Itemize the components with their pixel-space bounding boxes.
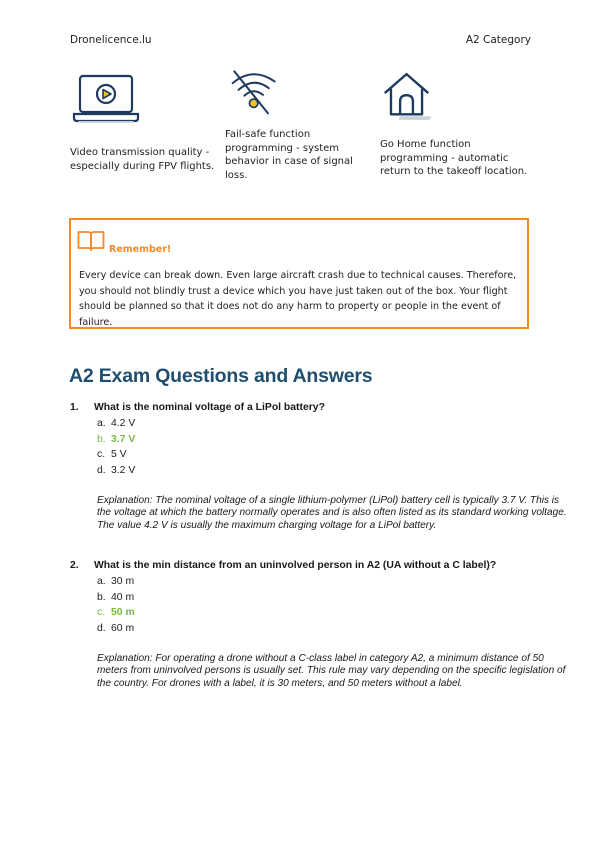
question-text: What is the nominal voltage of a LiPol battery? <box>94 402 325 413</box>
wifi-off-icon <box>227 68 287 120</box>
option-letter: b. <box>97 591 106 603</box>
option-letter: b. <box>97 433 106 445</box>
remember-callout <box>69 218 529 329</box>
option-text: 40 m <box>111 591 135 603</box>
answer-option-correct <box>97 432 540 448</box>
option-text: 4.2 V <box>111 418 136 429</box>
option-text: 3.7 V <box>111 433 136 445</box>
feature-text: Go Home function programming - automatic return to the takeoff location. <box>380 139 528 177</box>
laptop-play-icon <box>72 68 142 130</box>
option-text: 5 V <box>111 449 127 461</box>
answer-options <box>97 416 540 479</box>
answer-option <box>97 574 540 590</box>
open-book-icon <box>77 230 105 252</box>
answer-option-correct <box>97 605 540 621</box>
question-text: What is the min distance from an uninvolved person in A2 (UA without a C label)? <box>94 560 497 571</box>
question-1 <box>70 402 567 533</box>
answer-option <box>97 463 540 479</box>
feature-video-transmission <box>70 68 220 172</box>
explanation: Explanation: For operating a drone without a C-class label in category A2, a minimum distance of 50 meters from uninvolved persons is usually set. This rule may vary depending on the specific legislation of the country. For drones with a label, it is 30 meters, and 50 meters without a label. <box>97 652 566 689</box>
answer-option <box>97 447 540 463</box>
remember-body: Every device can break down. Even large aircraft crash due to technical causes. Therefore, you should not blindly trust a device which you have just taken out of the box. Your flight should be planned so that it does not do any harm to property or people in the event of failure. <box>79 270 517 328</box>
question-2 <box>70 560 566 691</box>
category-label: A2 Category <box>465 34 531 46</box>
option-text: 3.2 V <box>111 465 136 477</box>
option-letter: c. <box>97 607 106 619</box>
option-text: 50 m <box>111 607 135 619</box>
option-text: 60 m <box>111 623 135 635</box>
question-number: 1. <box>70 402 79 413</box>
option-letter: d. <box>97 465 106 477</box>
option-letter: a. <box>97 418 106 429</box>
option-letter: a. <box>97 576 106 587</box>
answer-option <box>97 590 540 606</box>
remember-title: Remember! <box>109 244 172 255</box>
answer-options <box>97 574 540 637</box>
question-number: 2. <box>70 560 79 571</box>
site-name: Dronelicence.lu <box>70 34 152 46</box>
answer-option <box>97 621 540 637</box>
explanation: Explanation: The nominal voltage of a single lithium-polymer (LiPol) battery cell is typically 3.7 V. This is the voltage at which the battery normally operates and is also often listed as its standard working voltage. The value 4.2 V is usually the maximum charging voltage for a LiPol battery. <box>97 494 567 531</box>
option-letter: c. <box>97 449 106 461</box>
answer-option <box>97 416 540 432</box>
home-icon <box>380 68 444 126</box>
feature-fail-safe <box>225 68 375 181</box>
section-title: A2 Exam Questions and Answers <box>69 365 373 387</box>
feature-go-home <box>380 68 530 177</box>
feature-text: Video transmission quality - especially during FPV flights. <box>70 147 215 172</box>
feature-text: Fail-safe function programming - system behavior in case of signal loss. <box>225 129 353 181</box>
option-letter: d. <box>97 623 106 635</box>
option-text: 30 m <box>111 576 135 587</box>
